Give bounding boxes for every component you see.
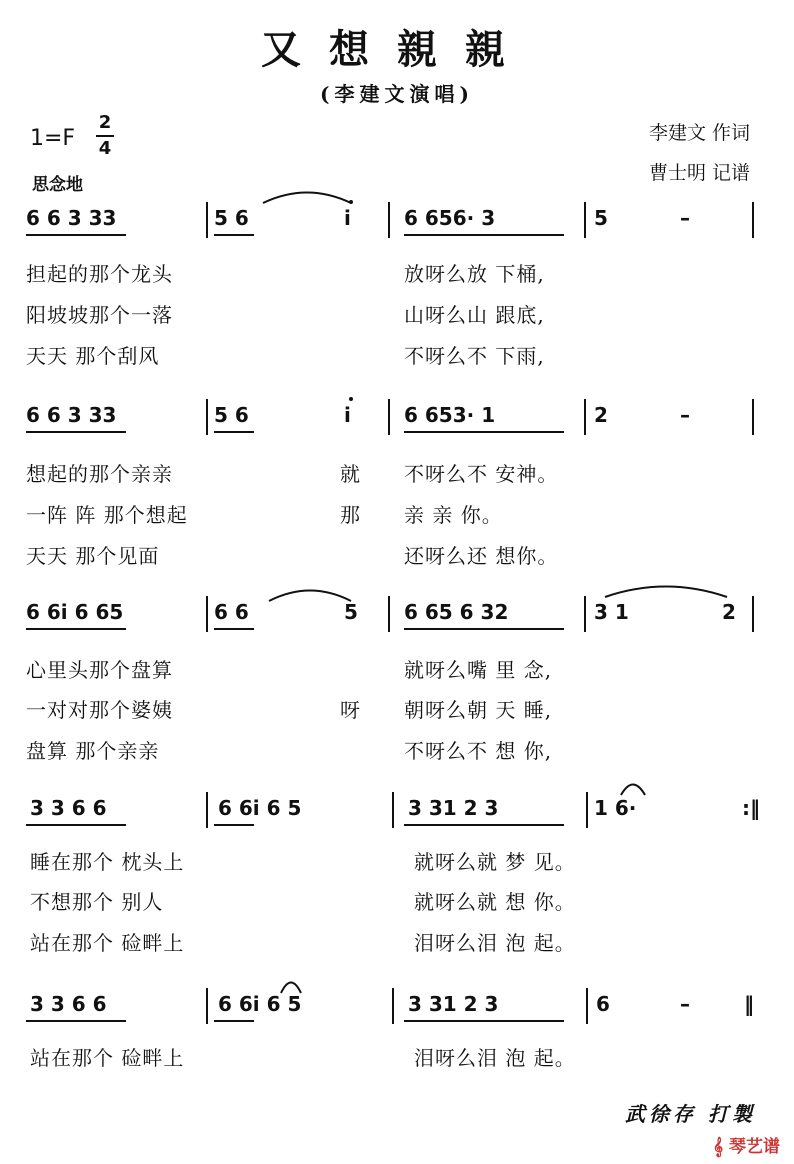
note-group: :‖ [742, 796, 760, 820]
bar-line [388, 202, 390, 238]
note-group: 6 6i 6 5 [218, 796, 302, 820]
lyric-segment: 不呀么不 想 你, [404, 739, 553, 763]
lyric-segment: 泪呀么泪 泡 起。 [414, 1046, 576, 1070]
note-group: – [680, 403, 690, 427]
note-group: 6 6i 6 5 [218, 992, 302, 1016]
note-group: 5 [594, 206, 608, 230]
time-signature-top: 2 [98, 112, 112, 133]
time-signature [96, 112, 114, 160]
time-signature-bottom: 4 [98, 138, 112, 159]
bar-line [584, 399, 586, 435]
octave-dot [349, 397, 353, 401]
lyric-segment: 就呀么就 梦 见。 [414, 850, 576, 874]
lyric-segment: 亲 亲 你。 [404, 503, 503, 527]
key-signature: 1=F [30, 126, 76, 151]
slur-mark [280, 978, 302, 994]
bar-line [206, 988, 208, 1024]
slur-mark [262, 188, 352, 204]
bar-line [388, 596, 390, 632]
note-group: 6 [596, 992, 610, 1016]
note-group: 6 6 3 33 [26, 206, 117, 230]
bar-line [392, 792, 394, 828]
bar-line [206, 202, 208, 238]
note-group: 3 3 6 6 [30, 992, 107, 1016]
bar-line [388, 399, 390, 435]
lyric-segment: 朝呀么朝 天 睡, [404, 698, 553, 722]
note-group: – [680, 206, 690, 230]
lyric-segment: 放呀么放 下桶, [404, 262, 545, 286]
lyric-segment: 天天 那个见面 [26, 544, 160, 568]
song-title: 又想親親 [261, 26, 533, 73]
beam-underline [404, 824, 564, 826]
beam-underline [214, 234, 254, 236]
lyric-segment: 不想那个 别人 [30, 890, 164, 914]
bar-line [206, 792, 208, 828]
lyric-segment: 一对对那个婆姨 [26, 698, 173, 722]
beam-underline [214, 824, 254, 826]
bar-line [752, 596, 754, 632]
note-group: 2 [722, 600, 736, 624]
beam-underline [404, 1020, 564, 1022]
lyric-segment: 那 [340, 503, 361, 527]
beam-underline [26, 234, 126, 236]
note-group: 2 [594, 403, 608, 427]
lyric-segment: 不呀么不 安神。 [404, 462, 559, 486]
note-group: ‖ [744, 992, 754, 1016]
lyric-segment: 心里头那个盘算 [26, 658, 173, 682]
watermark-logo [713, 1132, 780, 1157]
tempo-marking: 思念地 [32, 175, 83, 195]
bar-line [206, 596, 208, 632]
lyric-segment: 盘算 那个亲亲 [26, 739, 160, 763]
note-group: 3 31 2 3 [408, 796, 499, 820]
lyric-segment: 睡在那个 枕头上 [30, 850, 185, 874]
bar-line [752, 399, 754, 435]
notation-credit: 曹士明 记谱 [648, 162, 750, 184]
lyric-segment: 就 [340, 462, 361, 486]
note-group: 3 3 6 6 [30, 796, 107, 820]
note-group: 6 656· 3 [404, 206, 496, 230]
note-group: 5 6 [214, 206, 249, 230]
lyricist-credit: 李建文 作词 [648, 122, 750, 144]
note-group: 6 65 6 32 [404, 600, 509, 624]
watermark-icon: 𝄞 [713, 1137, 724, 1157]
note-group: i [344, 206, 351, 230]
note-group: i [344, 403, 351, 427]
note-group: 6 653· 1 [404, 403, 496, 427]
note-group: 5 [344, 600, 358, 624]
bar-line [586, 792, 588, 828]
beam-underline [214, 628, 254, 630]
note-group: 5 6 [214, 403, 249, 427]
lyric-segment: 想起的那个亲亲 [26, 462, 173, 486]
lyric-segment: 站在那个 硷畔上 [30, 1046, 185, 1070]
slur-mark [620, 780, 646, 796]
note-group: 1 6· [594, 796, 637, 820]
lyric-segment: 就呀么嘴 里 念, [404, 658, 553, 682]
beam-underline [26, 1020, 126, 1022]
bar-line [206, 399, 208, 435]
song-subtitle: (李建文演唱) [320, 82, 474, 106]
beam-underline [26, 628, 126, 630]
watermark-text: 琴艺谱 [729, 1137, 780, 1157]
lyric-segment: 担起的那个龙头 [26, 262, 173, 286]
lyric-segment: 阳坡坡那个一落 [26, 303, 173, 327]
beam-underline [214, 1020, 254, 1022]
beam-underline [26, 824, 126, 826]
lyric-segment: 就呀么就 想 你。 [414, 890, 576, 914]
lyric-segment: 呀 [340, 698, 361, 722]
lyric-segment: 天天 那个刮风 [26, 344, 160, 368]
note-group: 3 1 [594, 600, 629, 624]
slur-mark [604, 582, 728, 598]
bar-line [392, 988, 394, 1024]
beam-underline [214, 431, 254, 433]
lyric-segment: 不呀么不 下雨, [404, 344, 545, 368]
beam-underline [26, 431, 126, 433]
beam-underline [404, 234, 564, 236]
bar-line [586, 988, 588, 1024]
lyric-segment: 山呀么山 跟底, [404, 303, 545, 327]
note-group: 6 6i 6 65 [26, 600, 124, 624]
beam-underline [404, 628, 564, 630]
note-group: – [680, 992, 690, 1016]
lyric-segment: 一阵 阵 那个想起 [26, 503, 188, 527]
note-group: 6 6 [214, 600, 249, 624]
beam-underline [404, 431, 564, 433]
slur-mark [268, 586, 352, 602]
note-group: 6 6 3 33 [26, 403, 117, 427]
lyric-segment: 还呀么还 想你。 [404, 544, 559, 568]
engraver-credit: 武徐存 打製 [625, 1102, 756, 1126]
lyric-segment: 泪呀么泪 泡 起。 [414, 931, 576, 955]
lyric-segment: 站在那个 硷畔上 [30, 931, 185, 955]
bar-line [584, 596, 586, 632]
bar-line [752, 202, 754, 238]
bar-line [584, 202, 586, 238]
note-group: 3 31 2 3 [408, 992, 499, 1016]
